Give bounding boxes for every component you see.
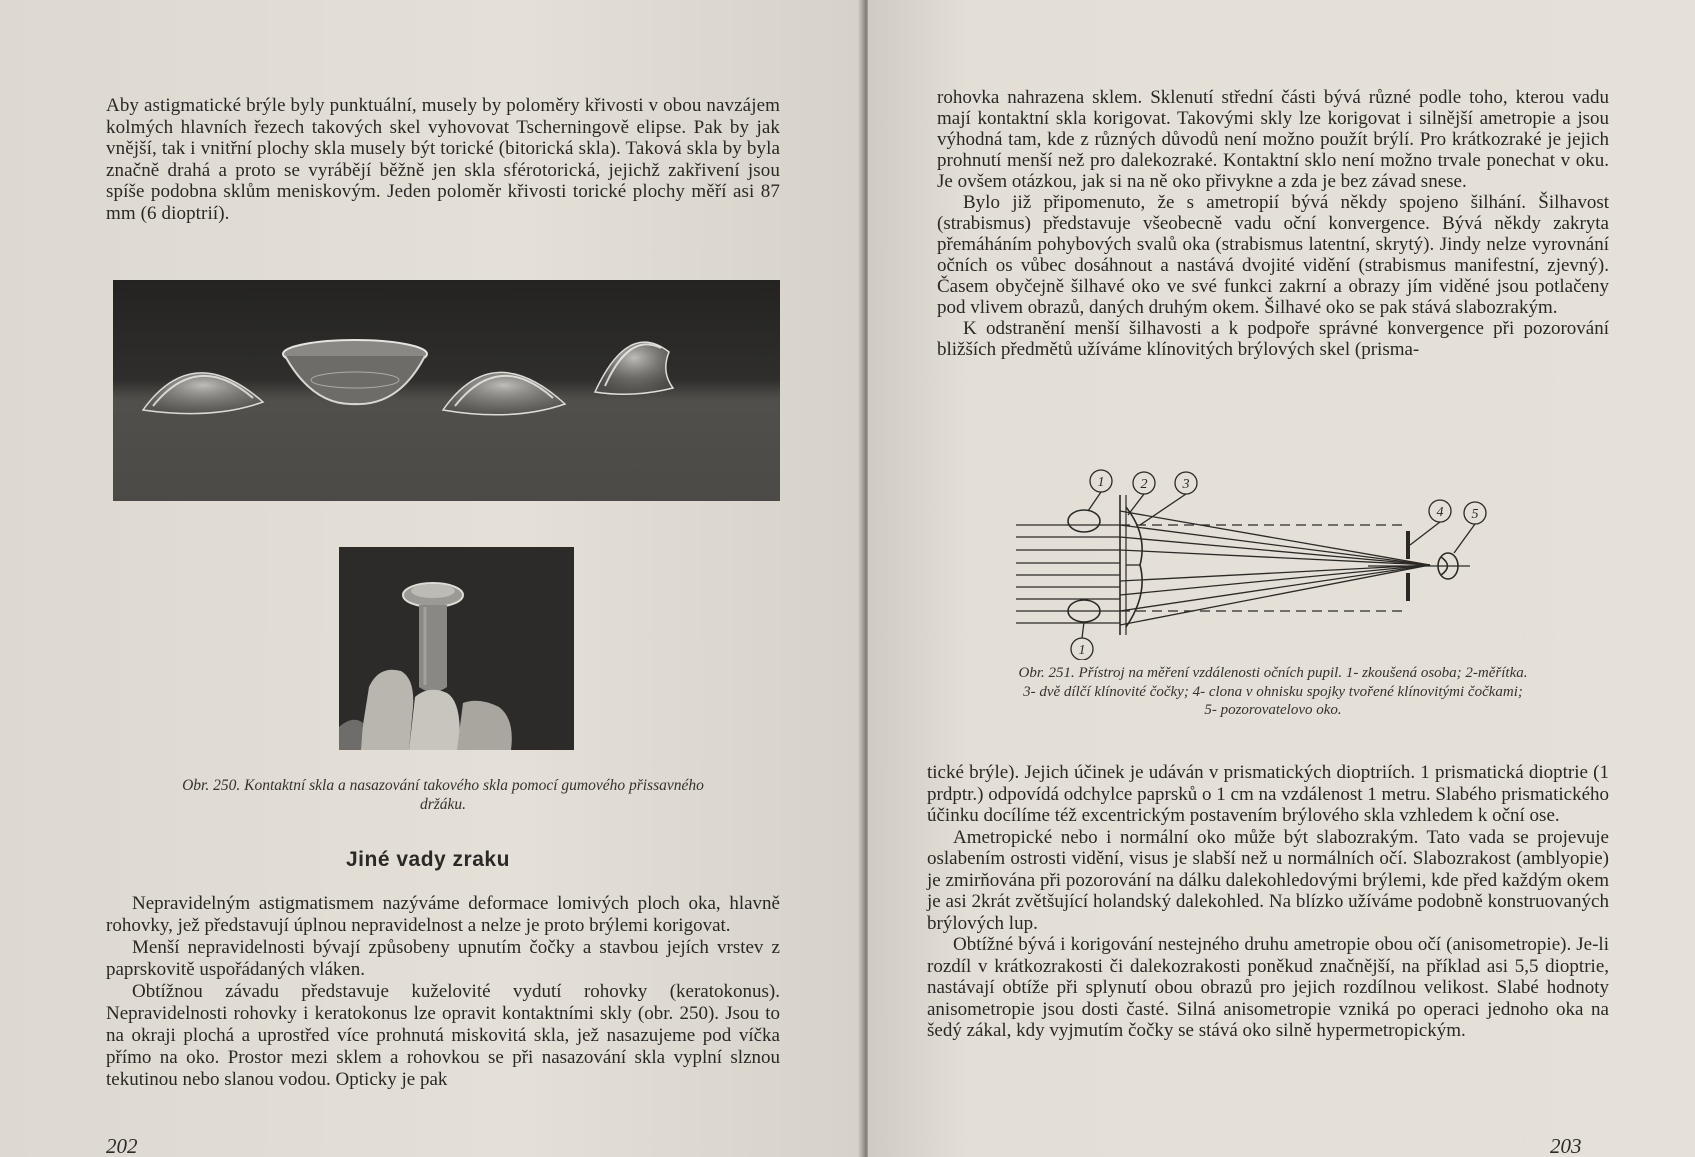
paragraph: rohovka nahrazena sklem. Sklenutí střední části bývá různé podle toho, kterou vadu mají kontaktní skla korigovat. Takovými skly lze korigovat i silnější ametropie a jsou výhodná tam, kde z různých důvodů není možno použít brýlí. Pro krátkozraké je jejich prohnutí menší než pro dalekozraké. Kontaktní sklo není možno trvale ponechat v oku. Je ovšem otázkou, jak si na ně oko přivykne a zda je bez závad snese. [937, 87, 1609, 192]
caption-line: držáku. [419, 796, 467, 813]
diagram-label: 1 [1078, 643, 1086, 658]
diagram-label: 4 [1436, 505, 1444, 520]
figure-251-caption [928, 664, 1618, 720]
pupil-distance-diagram [1008, 455, 1488, 660]
caption-line: Obr. 250. Kontaktní skla a nasazování takového skla pomocí gumového přissavného [182, 777, 704, 794]
suction-holder-photo [339, 547, 574, 750]
paragraph: Obtížnou závadu představuje kuželovité vydutí rohovky (keratokonus). Nepravidelnosti rohovky i keratokonus lze opravit kontaktními skly (obr. 250). Jsou to na okraji plochá a uprostřed více prohnutá miskovitá skla, jež nasazujeme pod víčka přímo na oko. Prostor mezi sklem a rohovkou se při nasazování skla vyplní slznou tekutinou nebo slanou vodou. Opticky je pak [106, 981, 780, 1090]
right-bottom-text [927, 762, 1609, 1042]
paragraph: Nepravidelným astigmatismem nazýváme deformace lomivých ploch oka, hlavně rohovky, jež představují úplnou nepravidelnost a nelze je proto brýlemi korigovat. [106, 893, 780, 936]
paragraph: Bylo již připomenuto, že s ametropií bývá někdy spojeno šilhání. Šilhavost (strabismus) představuje všeobecně vadu oční konvergence. Bývá někdy zakryta přemáháním pohybových svalů oka (strabismus latentní, skrytý). Jindy nelze vyrovnání očních os vůbec dosáhnout a nastává dvojité vidění (strabismus manifestní, zjevný). Časem obyčejně šilhavé oko ve své funkci zakrní a obrazy jím viděné jsou potlačeny pod vlivem obrazů, daných druhým okem. Šilhavé oko se pak stává slabozrakým. [937, 192, 1609, 318]
caption-line: 3- dvě dílčí klínovité čočky; 4- clona v ohnisku spojky tvořené klínovitými čočkami; [1023, 683, 1523, 700]
figure-250-caption [106, 776, 780, 814]
page-number: 202 [106, 1134, 138, 1157]
contact-lenses-photo [113, 280, 780, 501]
paragraph: tické brýle). Jejich účinek je udáván v prismatických dioptriích. 1 prismatická dioptrie (1 prdptr.) odpovídá odchylce paprsků o 1 cm na vzdálenost 1 metru. Slabého prismatického účinku docílíme též excentrickým postavením brýlového skla vzhledem k oční ose. [927, 762, 1609, 826]
left-bottom-text [106, 893, 780, 1091]
diagram-label: 3 [1182, 477, 1190, 492]
diagram-label: 1 [1097, 475, 1105, 490]
caption-line: 5- pozorovatelovo oko. [1204, 702, 1342, 718]
right-top-text [937, 87, 1609, 360]
suction-holder-illustration [339, 547, 574, 750]
contact-lenses-illustration [113, 280, 780, 501]
paragraph: Ametropické nebo i normální oko může být slabozrakým. Tato vada se projevuje oslabením ostrosti vidění, visus je slabší než u normálních očí. Slabozrakost (amblyopie) je zmirňována při pozorování na dálku dalekohledovými brýlemi, kde před každým okem je asi 2krát zvětšující holandský dalekohled. Na blízko užíváme podobně konstruovaných brýlových lup. [927, 826, 1609, 934]
caption-line: Obr. 251. Přístroj na měření vzdálenosti očních pupil. 1- zkoušená osoba; 2-měřítka. [1018, 665, 1528, 681]
page-number: 203 [1550, 1134, 1582, 1157]
right-page [868, 0, 1695, 1157]
left-top-text [106, 95, 780, 224]
diagram-label: 5 [1471, 507, 1479, 522]
paragraph: K odstranění menší šilhavosti a k podpoře správné konvergence při pozorování bližších předmětů užíváme klínovitých brýlových skel (prisma- [937, 318, 1609, 360]
section-heading: Jiné vady zraku [346, 848, 510, 871]
paragraph: Menší nepravidelnosti bývají způsobeny upnutím čočky a stavbou jejích vrstev z paprskovitě uspořádaných vláken. [106, 937, 780, 980]
paragraph: Aby astigmatické brýle byly punktuální, musely by poloměry křivosti v obou navzájem kolmých hlavních řezech takových skel vyhovovat Tscherningově elipse. Pak by jak vnější, tak i vnitřní plochy skla musely být torické (bitorická skla). Taková skla by byla značně drahá a proto se vyrábějí běžně jen skla sférotorická, jejichž zakřivení jsou spíše podobna sklům meniskovým. Jeden poloměr křivosti torické plochy měří asi 87 mm (6 dioptrií). [106, 95, 780, 224]
optical-diagram-svg [1008, 455, 1488, 660]
paragraph: Obtížné bývá i korigování nestejného druhu ametropie obou očí (anisometropie). Je-li rozdíl v krátkozrakosti či dalekozrakosti poněkud značnější, na příklad asi 5,5 dioptrie, nastávají obtíže při splynutí obou obrazů pro jejich rozdílnou velikost. Slabé hodnoty anisometropie jsou dosti časté. Silná anisometropie vzniká po operaci jednoho oka na šedý zákal, kdy vyjmutím čočky se stává oko silně hypermetropickým. [927, 934, 1609, 1041]
diagram-label: 2 [1140, 477, 1148, 492]
